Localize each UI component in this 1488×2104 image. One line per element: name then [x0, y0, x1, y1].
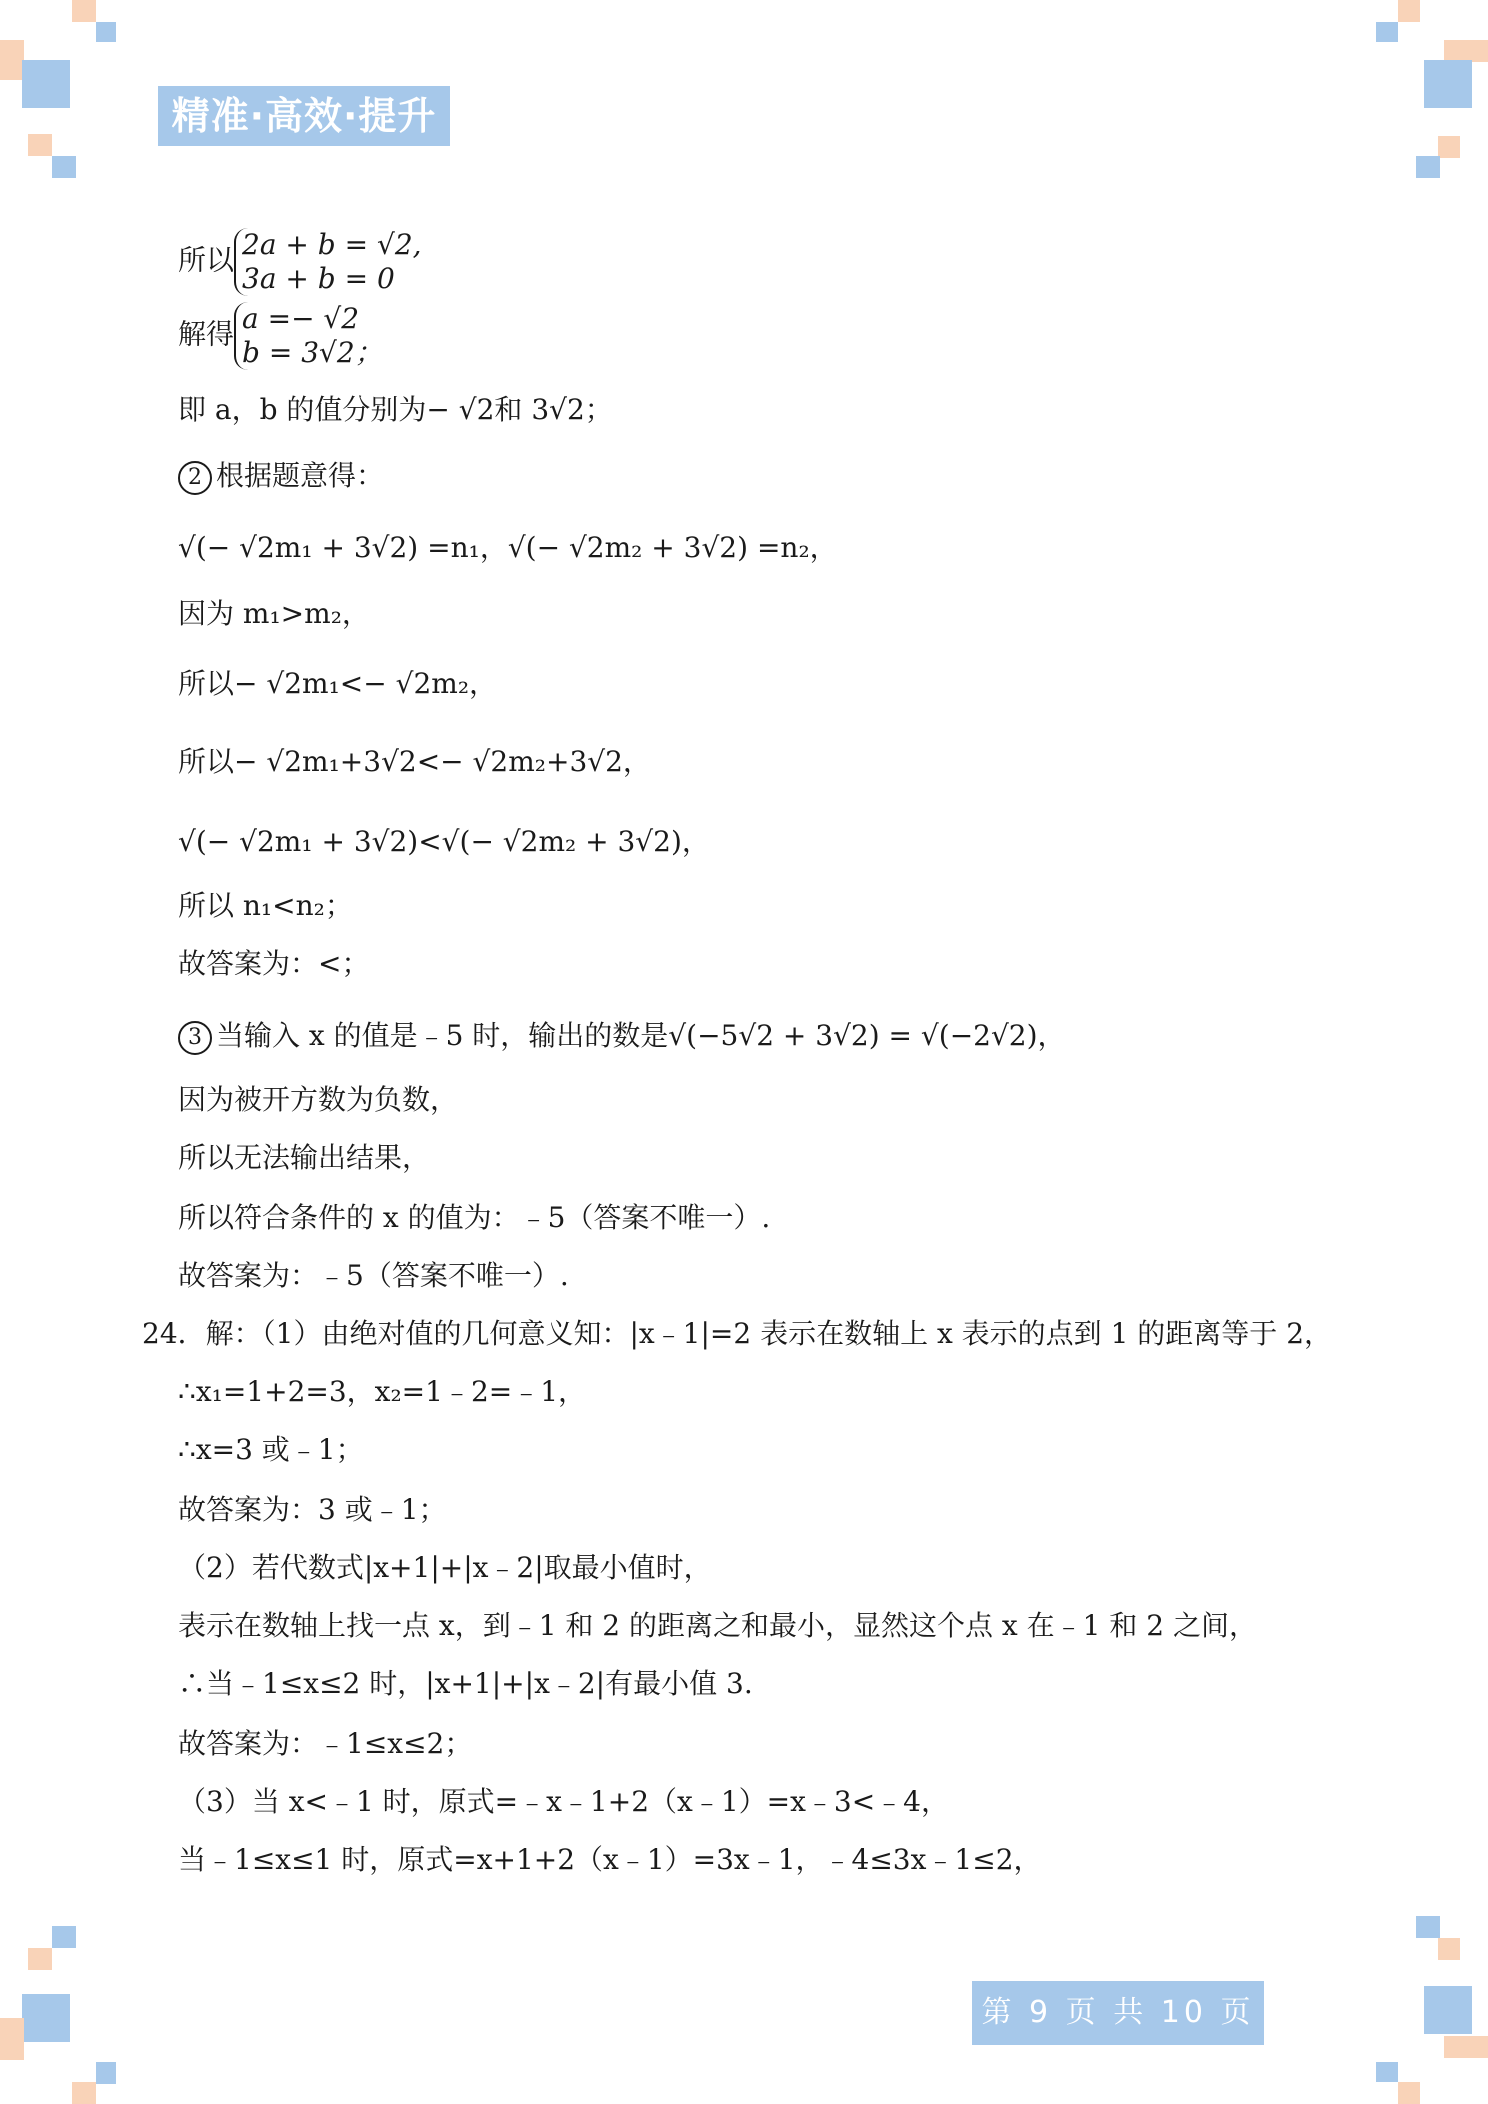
corner-decoration [1438, 1938, 1460, 1960]
corner-decoration [22, 60, 70, 108]
corner-decoration [1424, 60, 1472, 108]
text-line: ∴x=3 或﹣1； [178, 1433, 364, 1466]
text-line: 故答案为：﹣5（答案不唯一）. [178, 1259, 569, 1292]
text-line: 所以无法输出结果， [178, 1141, 431, 1174]
corner-decoration [1416, 156, 1440, 178]
corner-decoration [28, 134, 52, 156]
equation-system: 2a + b = √2, 3a + b = 0 [234, 228, 422, 296]
corner-decoration [1444, 40, 1488, 62]
corner-decoration [52, 1926, 76, 1948]
corner-decoration [28, 1948, 52, 1970]
corner-decoration [1424, 1986, 1472, 2034]
text-line: 故答案为：﹣1≤x≤2； [178, 1727, 473, 1760]
line-system-1: 所以 2a + b = √2, 3a + b = 0 [178, 228, 422, 295]
corner-decoration [52, 156, 76, 178]
text-line: 所以符合条件的 x 的值为：﹣5（答案不唯一）. [178, 1201, 771, 1234]
corner-decoration [1438, 136, 1460, 158]
equation-system: a =− √2 b = 3√2； [234, 302, 383, 370]
text-line: （2）若代数式|x+1|+|x﹣2|取最小值时， [178, 1551, 712, 1584]
corner-decoration [72, 0, 96, 22]
text-line: 表示在数轴上找一点 x，到﹣1 和 2 的距离之和最小，显然这个点 x 在﹣1 和 2 之间， [178, 1609, 1257, 1642]
corner-decoration [1398, 2082, 1420, 2104]
corner-decoration [1376, 22, 1398, 42]
text-line: 3 当输入 x 的值是﹣5 时，输出的数是√(−5√2 + 3√2) = √(−2√2)， [178, 1016, 1066, 1056]
text-line: （3）当 x<﹣1 时，原式=﹣x﹣1+2（x﹣1）=x﹣3<﹣4， [178, 1785, 949, 1818]
corner-decoration [96, 2062, 116, 2084]
page-number-badge: 第 9 页 共 10 页 [972, 1981, 1264, 2045]
text-line: 即 a，b 的值分别为− √2和 3√2； [178, 393, 613, 426]
text-line: 所以 n₁<n₂； [178, 889, 353, 922]
circled-number: 2 [178, 461, 212, 495]
text-line: 因为被开方数为负数， [178, 1083, 459, 1116]
text-line: 故答案为：3 或﹣1； [178, 1493, 447, 1526]
corner-decoration [72, 2082, 96, 2104]
text-line: 所以− √2m₁+3√2<− √2m₂+3√2， [178, 745, 651, 778]
formula-line: √(− √2m₁ + 3√2)<√(− √2m₂ + 3√2)， [178, 825, 710, 858]
corner-decoration [1416, 1916, 1440, 1938]
text-line: 当﹣1≤x≤1 时，原式=x+1+2（x﹣1）=3x﹣1，﹣4≤3x﹣1≤2， [178, 1843, 1042, 1876]
corner-decoration [96, 22, 116, 42]
line-system-2: 解得 a =− √2 b = 3√2； [178, 302, 383, 369]
corner-decoration [0, 2018, 24, 2060]
text-line: ∴当﹣1≤x≤2 时，|x+1|+|x﹣2|有最小值 3. [178, 1667, 753, 1700]
text-line: 所以− √2m₁<− √2m₂， [178, 667, 498, 700]
corner-decoration [1398, 0, 1420, 22]
formula-line: √(− √2m₁ + 3√2) =n₁，√(− √2m₂ + 3√2) =n₂， [178, 531, 838, 564]
circled-number: 3 [178, 1021, 212, 1055]
corner-decoration [1444, 2036, 1488, 2058]
text-line: 2 根据题意得： [178, 456, 384, 496]
text-line: 因为 m₁>m₂， [178, 597, 370, 630]
text-line: 故答案为：<； [178, 947, 370, 980]
text-line: 24．解：（1）由绝对值的几何意义知：|x﹣1|=2 表示在数轴上 x 表示的点到 1 的距离等于 2， [142, 1317, 1333, 1350]
text-line: ∴x₁=1+2=3，x₂=1﹣2=﹣1， [178, 1375, 587, 1408]
corner-decoration [0, 40, 24, 80]
header-banner: 精准·高效·提升 [158, 86, 450, 146]
corner-decoration [22, 1994, 70, 2042]
corner-decoration [1376, 2062, 1398, 2082]
